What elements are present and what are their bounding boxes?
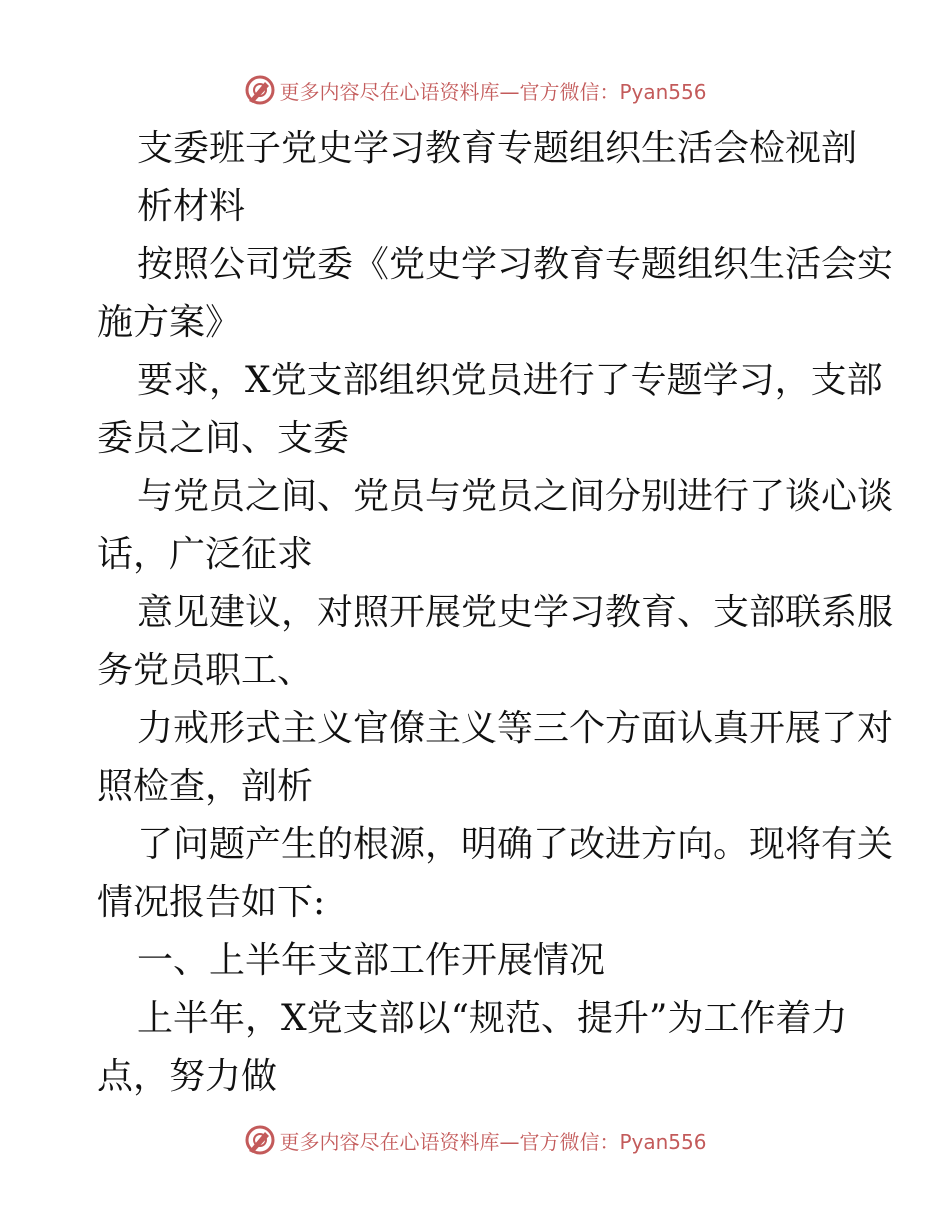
doc-line: 要求，X党支部组织党员进行了专题学习，支部 (137, 360, 883, 401)
pen-logo-icon (243, 1123, 277, 1157)
watermark-text: 更多内容尽在心语资料库—官方微信：Pyan556 (279, 79, 707, 104)
watermark-header (0, 70, 950, 110)
watermark-footer (0, 1120, 950, 1160)
doc-line: 力戒形式主义官僚主义等三个方面认真开展了对 (137, 708, 894, 749)
doc-line: 析材料 (137, 186, 246, 227)
doc-line: 委员之间、支委 (97, 418, 350, 459)
doc-line: 照检查，剖析 (97, 766, 314, 807)
document-body (97, 120, 894, 1106)
section-heading: 一、上半年支部工作开展情况 (137, 940, 606, 981)
pen-logo-icon (243, 73, 277, 107)
doc-line: 上半年，X党支部以“规范、提升”为工作着力 (137, 998, 848, 1039)
doc-line: 情况报告如下: (97, 882, 326, 923)
doc-line: 施方案》 (97, 302, 242, 343)
doc-line: 务党员职工、 (97, 650, 314, 691)
doc-line: 与党员之间、党员与党员之间分别进行了谈心谈 (137, 476, 894, 517)
watermark-text: 更多内容尽在心语资料库—官方微信：Pyan556 (279, 1129, 707, 1154)
doc-line: 话，广泛征求 (97, 534, 314, 575)
doc-line: 了问题产生的根源，明确了改进方向。现将有关 (137, 824, 894, 865)
doc-line: 按照公司党委《党史学习教育专题组织生活会实 (137, 244, 894, 285)
doc-line: 点，努力做 (97, 1056, 278, 1097)
doc-line: 支委班子党史学习教育专题组织生活会检视剖 (137, 128, 858, 169)
doc-line: 意见建议，对照开展党史学习教育、支部联系服 (137, 592, 894, 633)
